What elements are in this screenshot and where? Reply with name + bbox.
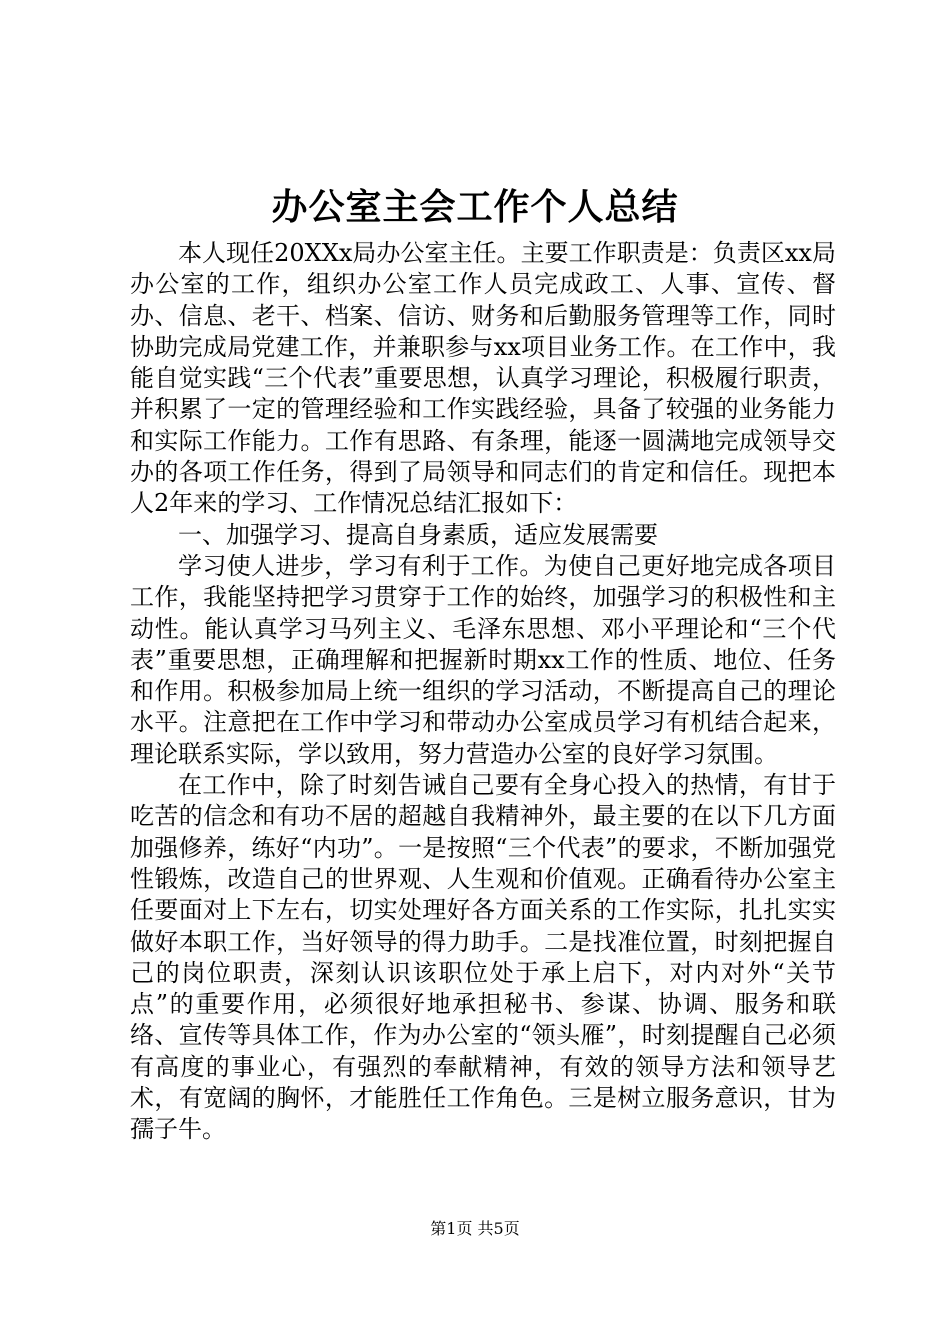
paragraph-work: 在工作中，除了时刻告诫自己要有全身心投入的热情，有甘于吃苦的信念和有功不居的超越自我精神外，最主要的在以下几方面加强修养，练好“内功”。一是按照“三个代表”的要求，不断加强党性锻炼，改造自己的世界观、人生观和价值观。正确看待办公室主任要面对上下左右，切实处理好各方面关系的工作实际，扎扎实实做好本职工作，当好领导的得力助手。二是找准位置，时刻把握自己的岗位职责，深刻认识该职位处于承上启下，对内对外“关节点”的重要作用，必须很好地承担秘书、参谋、协调、服务和联络、宣传等具体工作，作为办公室的“领头雁”，时刻提醒自己必须有高度的事业心，有强烈的奉献精神，有效的领导方法和领导艺术，有宽阔的胸怀，才能胜任工作角色。三是树立服务意识，甘为孺子牛。: [130, 771, 836, 1144]
document-title: 办公室主会工作个人总结: [271, 186, 679, 228]
document-body: [130, 238, 836, 1146]
section-heading-1: 一、加强学习、提高自身素质，适应发展需要: [178, 520, 658, 549]
paragraph-intro: 本人现任20XXx局办公室主任。主要工作职责是：负责区xx局办公室的工作，组织办公室工作人员完成政工、人事、宣传、督办、信息、老干、档案、信访、财务和后勤服务管理等工作，同时协助完成局党建工作，并兼职参与xx项目业务工作。在工作中，我能自觉实践“三个代表”重要思想，认真学习理论，积极履行职责，并积累了一定的管理经验和工作实践经验，具备了较强的业务能力和实际工作能力。工作有思路、有条理，能逐一圆满地完成领导交办的各项工作任务，得到了局领导和同志们的肯定和信任。现把本人2年来的学习、工作情况总结汇报如下：: [130, 239, 836, 518]
page-number-footer: 第1页 共5页: [430, 1219, 520, 1238]
paragraph-study: 学习使人进步，学习有利于工作。为使自己更好地完成各项目工作，我能坚持把学习贯穿于工作的始终，加强学习的积极性和主动性。能认真学习马列主义、毛泽东思想、邓小平理论和“三个代表”重要思想，正确理解和把握新时期xx工作的性质、地位、任务和作用。积极参加局上统一组织的学习活动，不断提高自己的理论水平。注意把在工作中学习和带动办公室成员学习有机结合起来，理论联系实际，学以致用，努力营造办公室的良好学习氛围。: [130, 551, 836, 768]
